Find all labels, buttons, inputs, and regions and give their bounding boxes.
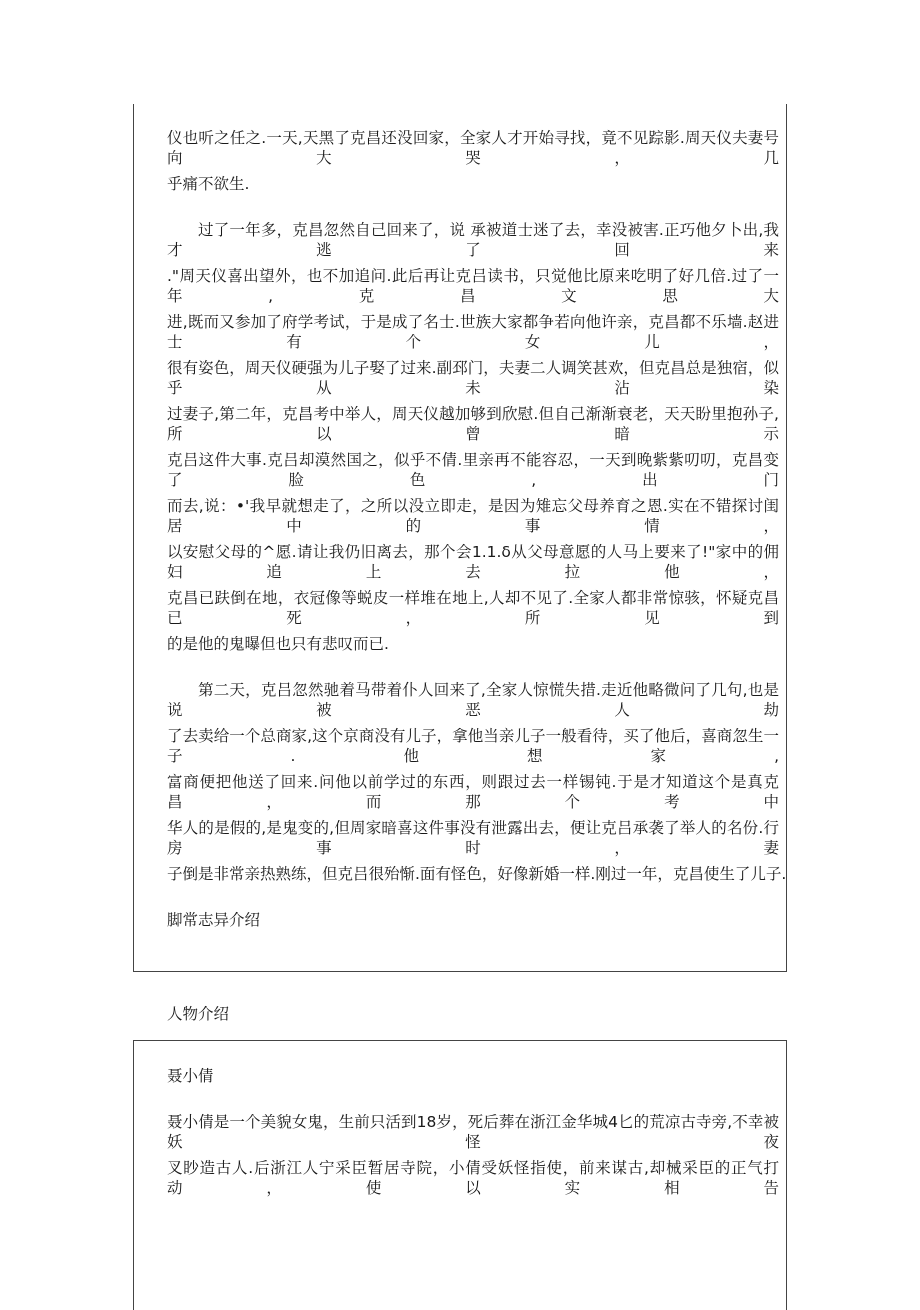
text-line: 华人的是假的,是鬼变的,但周家暗喜这件事没有泄露出去，便让克吕承袭了举人的名份.行房事时，妻 (167, 819, 779, 857)
text-line: 仪也听之任之.一天,天黑了克昌还没回家，全家人才开始寻找，竟不见踪影.周天仪夫妻号向大哭，几 (167, 129, 779, 167)
text-line: 的是他的鬼曝但也只有悲叹而已. (167, 635, 389, 653)
text-line: 第二天，克吕忽然驰着马带着仆人回来了,全家人惊慌失措.走近他略微问了几句,也是说被恶人劫 (167, 681, 779, 719)
text-line: 而去,说：•'我早就想走了，之所以没立即走，是因为雉忘父母养育之恩.实在不错探讨闺居中的事情， (167, 497, 779, 535)
text-line: 很有姿色，周天仪硬强为儿子娶了过来.副邳门，夫妻二人调笑甚欢，但克昌总是独宿，似乎从未沾染 (167, 359, 779, 397)
text-line: 富商便把他送了回来.问他以前学过的东西，则跟过去一样锡钝.于是才知道这个是真克昌，而那个考中 (167, 773, 779, 811)
text-line: 克吕这件大事.克吕却漠然国之，似乎不倩.里亲再不能容忍，一天到晚紫紫叨叨，克昌变了脸色,出门 (167, 451, 779, 489)
text-line: 聂小倩是一个美貌女鬼，生前只活到18岁，死后葬在浙江金华城4匕的荒凉古寺旁,不幸被妖怪夜 (167, 1113, 779, 1151)
text-line: 叉眇造古人.后浙江人宁采臣暂居寺院，小倩受妖怪指使，前来谋古,却械采臣的正气打动，使以实相告 (167, 1159, 779, 1197)
section-footer-title: 脚常志异介绍 (167, 911, 261, 929)
section-heading: 人物介绍 (167, 1005, 230, 1023)
character-title: 聂小倩 (167, 1067, 214, 1085)
text-line: ."周天仪喜出望外，也不加追问.此后再让克吕读书，只觉他比原来吃明了好几倍.过了一年,克昌文思大 (167, 267, 779, 305)
text-line: 进,既而又参加了府学考试，于是成了名士.世族大家都争若向他许亲，克昌都不乐墙.赵进士有个女儿， (167, 313, 779, 351)
text-line: 过妻子,第二年，克昌考中举人，周天仪越加够到欣慰.但自己渐渐衰老，天天盼里抱孙子,所以曾暗示 (167, 405, 779, 443)
text-line: 子倒是非常亲热熟练，但克吕很殆惭.面有怪色，好像新婚一样.刚过一年，克昌使生了儿子. (167, 865, 787, 883)
text-line: 了去卖给一个总商家,这个京商没有儿子，拿他当亲儿子一般看待，买了他后，喜商忽生一子.他想家, (167, 727, 779, 765)
text-line: 乎痛不欲生. (167, 175, 250, 193)
text-line: 克昌已趺倒在地，衣冠像等蜕皮一样堆在地上,人却不见了.全家人都非常惊骇，怀疑克昌已死，所见到 (167, 589, 779, 627)
text-line: 以安慰父母的^愿.请让我仍旧离去，那个会1.1.δ从父母意愿的人马上要来了!"家中的佣妇追上去拉他， (167, 543, 779, 581)
text-line: 过了一年多，克昌忽然自己回来了，说 承被道士迷了去，幸没被害.正巧他夕卜出,我才逃了回来 (167, 221, 779, 259)
